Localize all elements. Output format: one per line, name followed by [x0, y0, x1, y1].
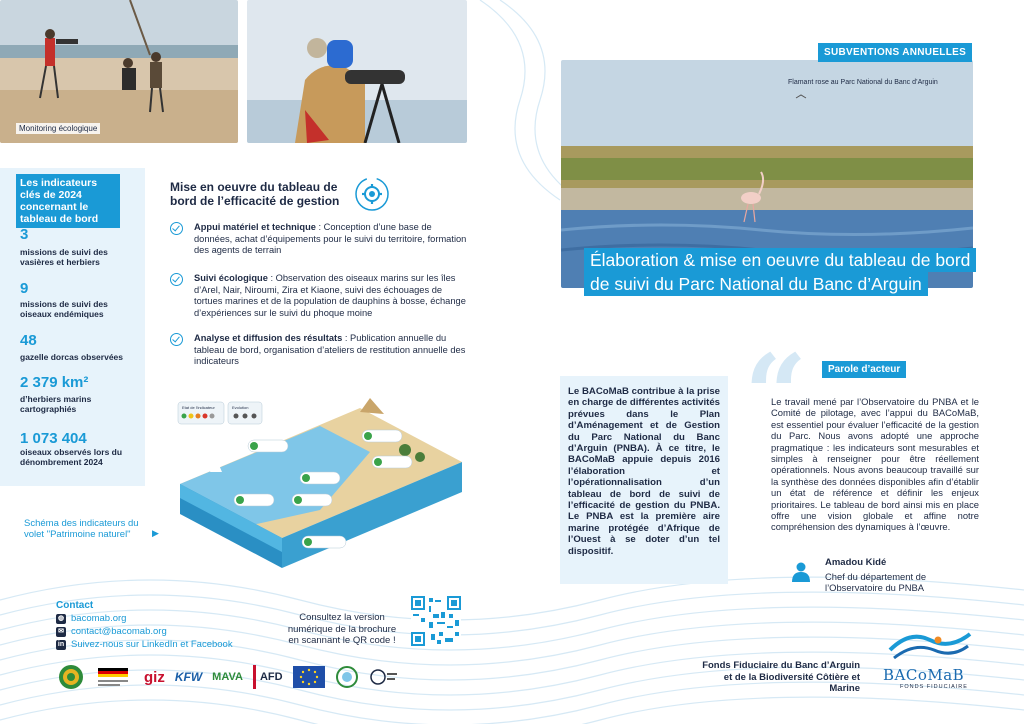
- kpi-desc: d’herbiers marins cartographiés: [20, 394, 92, 414]
- fondation-logo: [369, 665, 399, 689]
- bullet-item: [170, 273, 470, 319]
- kpi-title: Les indicateurs clés de 2024 concernant le tableau de bord: [16, 174, 120, 228]
- kpi-value: 48: [20, 332, 37, 349]
- bullet-item: [170, 222, 470, 257]
- contact-email[interactable]: contact@bacomab.org: [71, 626, 167, 637]
- kpi-value: 3: [20, 226, 29, 243]
- bullet-head: Appui matériel et technique: [194, 222, 316, 232]
- kpi-desc: gazelle dorcas observées: [20, 352, 124, 362]
- gear-icon: [354, 176, 390, 212]
- qr-code[interactable]: [411, 596, 461, 646]
- author-role: Chef du département de l’Observatoire du PNBA: [825, 571, 927, 594]
- kpi-value: 1 073 404: [20, 430, 87, 447]
- contact-email-row[interactable]: [56, 626, 167, 637]
- check-icon: [170, 222, 183, 235]
- schema-legend-right: Evolution: [232, 405, 249, 410]
- partner-logos: [58, 664, 399, 690]
- globe-partner-logo: [335, 665, 359, 689]
- contact-web-row[interactable]: [56, 613, 126, 624]
- arrow-right-icon: ▶: [152, 528, 159, 538]
- german-cooperation-logo: [94, 665, 134, 689]
- section-title: Mise en oeuvre du tableau de bord de l’efficacité de gestion: [170, 180, 340, 208]
- kpi-value: 9: [20, 280, 29, 297]
- quote-icon: “: [744, 330, 808, 459]
- mauritania-seal-logo: [58, 664, 84, 690]
- testimonial-text: Le travail mené par l’Observatoire du PNBA et le Comité de pilotage, avec l’appui du BACoMaB, est essentiel pour évaluer l’efficacité de la gestion du Parc. Nous avons adopté une approche pragmatique : les indicateurs sont mesurables et simples à renseigner pour être réellement opérationnels. Nous avons beaucoup travaillé sur la synthèse des données disponibles afin d’établir un état de référence et définir les enjeux prioritaires. Le tableau de bord ainsi mis en place offre une vision globale et affine notre compréhension des dynamiques à l’œuvre.: [771, 396, 979, 533]
- bullet-item: [170, 333, 470, 368]
- monitoring-photo: [0, 0, 238, 143]
- contact-title: Contact: [56, 600, 94, 611]
- indicators-schema-illustration: [170, 392, 470, 570]
- kfw-logo: KFW: [174, 670, 203, 684]
- kpi-desc: oiseaux observés lors du dénombrement 2024: [20, 447, 123, 467]
- bullet-head: Suivi écologique: [194, 273, 268, 283]
- bacomab-info-text: Le BACoMaB contribue à la prise en charge de différentes activités prévues dans le Plan d’Aménagement et de Gestion du Parc National du Banc d’Arguin (PNBA). À ce titre, le BACoMaB appuie depuis 2016 l’élaboration et l’opérationnalisation d’un tableau de bord de suivi de l’efficacité de gestion du PNBA. Le PNBA est la première aire marine protégée d’Afrique de l’Ouest à se doter d’un tel dispositif.: [568, 386, 720, 557]
- contact-social-row[interactable]: [56, 639, 233, 650]
- bullet-head: Analyse et diffusion des résultats: [194, 333, 343, 343]
- mava-logo: MAVA: [212, 671, 243, 683]
- eu-flag-logo: [293, 666, 325, 688]
- giz-logo: giz: [144, 668, 165, 686]
- linkedin-icon: in: [57, 640, 65, 648]
- check-icon: [170, 273, 183, 286]
- contact-web[interactable]: bacomab.org: [71, 613, 127, 624]
- afd-logo: AFD: [253, 665, 283, 689]
- schema-legend-left: Etat de l'indicateur: [182, 405, 215, 410]
- flamingo-caption: Flamant rose au Parc National du Banc d’Arguin: [788, 79, 938, 86]
- person-icon: [792, 562, 810, 582]
- kpi-value: 2 379 km²: [20, 374, 89, 391]
- parole-badge: Parole d’acteur: [822, 361, 906, 378]
- bullet-text: : Publication annuelle du tableau de bord, organisation d’ateliers de restitution annuelle des indicateurs: [194, 333, 466, 366]
- mail-icon: ✉: [56, 627, 66, 637]
- brand-name: BACoMaB: [883, 666, 965, 684]
- kpi-desc: missions de suivi des vasières et herbiers: [20, 247, 108, 267]
- bullet-text: : Conception d’une base de données, achat d’équipements pour le suivi du territoire, formation des agents de terrain: [194, 222, 467, 255]
- monitoring-caption: Monitoring écologique: [16, 123, 100, 134]
- page-title: [584, 248, 974, 296]
- contact-social[interactable]: Suivez-nous sur LinkedIn et Facebook: [71, 639, 233, 650]
- qr-instructions: Consultez la version numérique de la brochure en scannant le QR code !: [287, 612, 397, 646]
- author-name: Amadou Kidé: [825, 557, 887, 568]
- kpi-desc: missions de suivi des oiseaux endémiques: [20, 299, 108, 319]
- bullet-text: : Observation des oiseaux marins sur les îles d’Arel, Nair, Niroumi, Zira et Kiaone, suivi des échouages de tortues marines et de la population de dauphins à bosse, échange d’expériences sur le suivi du phoque moine: [194, 273, 466, 318]
- fund-name: Fonds Fiduciaire du Banc d’Arguin et de la Biodiversité Côtière et Marine: [702, 660, 860, 694]
- page-title-text: Élaboration & mise en oeuvre du tableau de bord de suivi du Parc National du Banc d’Arguin: [584, 248, 976, 296]
- schema-caption: Schéma des indicateurs du volet "Patrimoine naturel": [24, 518, 139, 540]
- brand-subtitle: FONDS FIDUCIAIRE: [900, 684, 968, 690]
- globe-icon: ◍: [57, 614, 65, 622]
- annual-grants-badge: SUBVENTIONS ANNUELLES: [818, 43, 972, 62]
- observer-photo: [247, 0, 467, 143]
- check-icon: [170, 333, 183, 346]
